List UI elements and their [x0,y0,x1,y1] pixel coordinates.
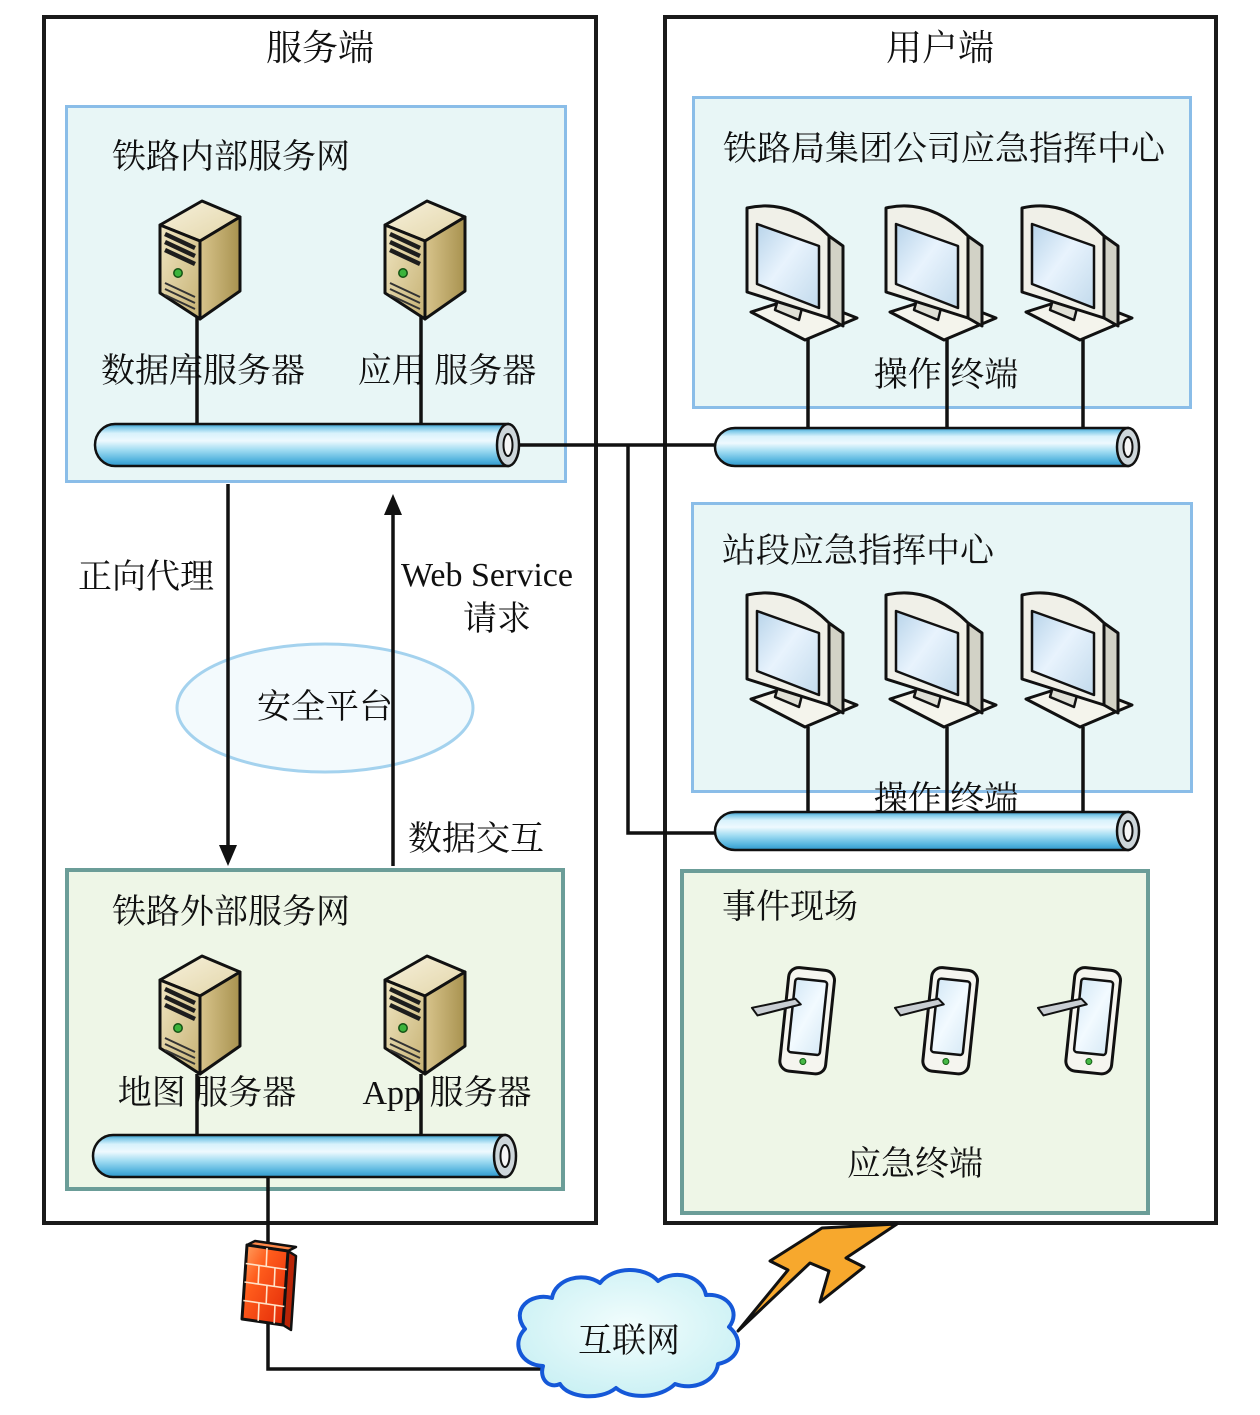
external-network-label: 铁路外部服务网 [112,894,350,931]
desktop-monitor-icon [1008,583,1138,733]
wireless-link-bolt-icon [738,1224,897,1331]
map-server-label: 地图 服务器 [117,1075,297,1112]
application-server-label: 应用 服务器 [357,353,537,390]
network-bus-pipe-icon [95,424,519,466]
web-service-label-line2: 请求 [463,601,531,638]
client-side-title: 用户端 [885,28,995,68]
handheld-terminal-icon [893,962,983,1082]
server-tower-icon [152,948,247,1078]
bureau-terminal-label: 操作 终端 [873,357,1019,394]
internal-network-label: 铁路内部服务网 [112,139,350,176]
network-bus-pipe-icon [93,1135,516,1177]
security-platform-label: 安全平台 [257,689,393,726]
internet-link-line [268,1172,552,1369]
emergency-terminal-label: 应急终端 [847,1146,983,1183]
app-server-label: App 服务器 [362,1075,532,1112]
trunk-line-vertical [628,445,717,833]
handheld-terminal-icon [1036,962,1126,1082]
desktop-monitor-icon [872,583,1002,733]
server-tower-icon [377,193,472,323]
server-side-title: 服务端 [265,28,375,68]
incident-scene-label: 事件现场 [722,889,858,926]
server-tower-icon [377,948,472,1078]
firewall-brick-icon [242,1241,296,1330]
desktop-monitor-icon [872,196,1002,346]
web-service-label-line1: Web Service [401,557,573,594]
data-exchange-label: 数据交互 [408,821,544,858]
server-tower-icon [152,193,247,323]
station-center-label: 站段应急指挥中心 [722,533,994,570]
network-bus-pipe-icon [715,428,1139,466]
forward-proxy-label: 正向代理 [78,559,214,596]
internet-label: 互联网 [578,1323,680,1360]
desktop-monitor-icon [733,583,863,733]
database-server-label: 数据库服务器 [101,353,305,390]
handheld-terminal-icon [750,962,840,1082]
station-terminal-label: 操作 终端 [873,781,1019,818]
desktop-monitor-icon [1008,196,1138,346]
desktop-monitor-icon [733,196,863,346]
bureau-center-label: 铁路局集团公司应急指挥中心 [723,131,1165,168]
